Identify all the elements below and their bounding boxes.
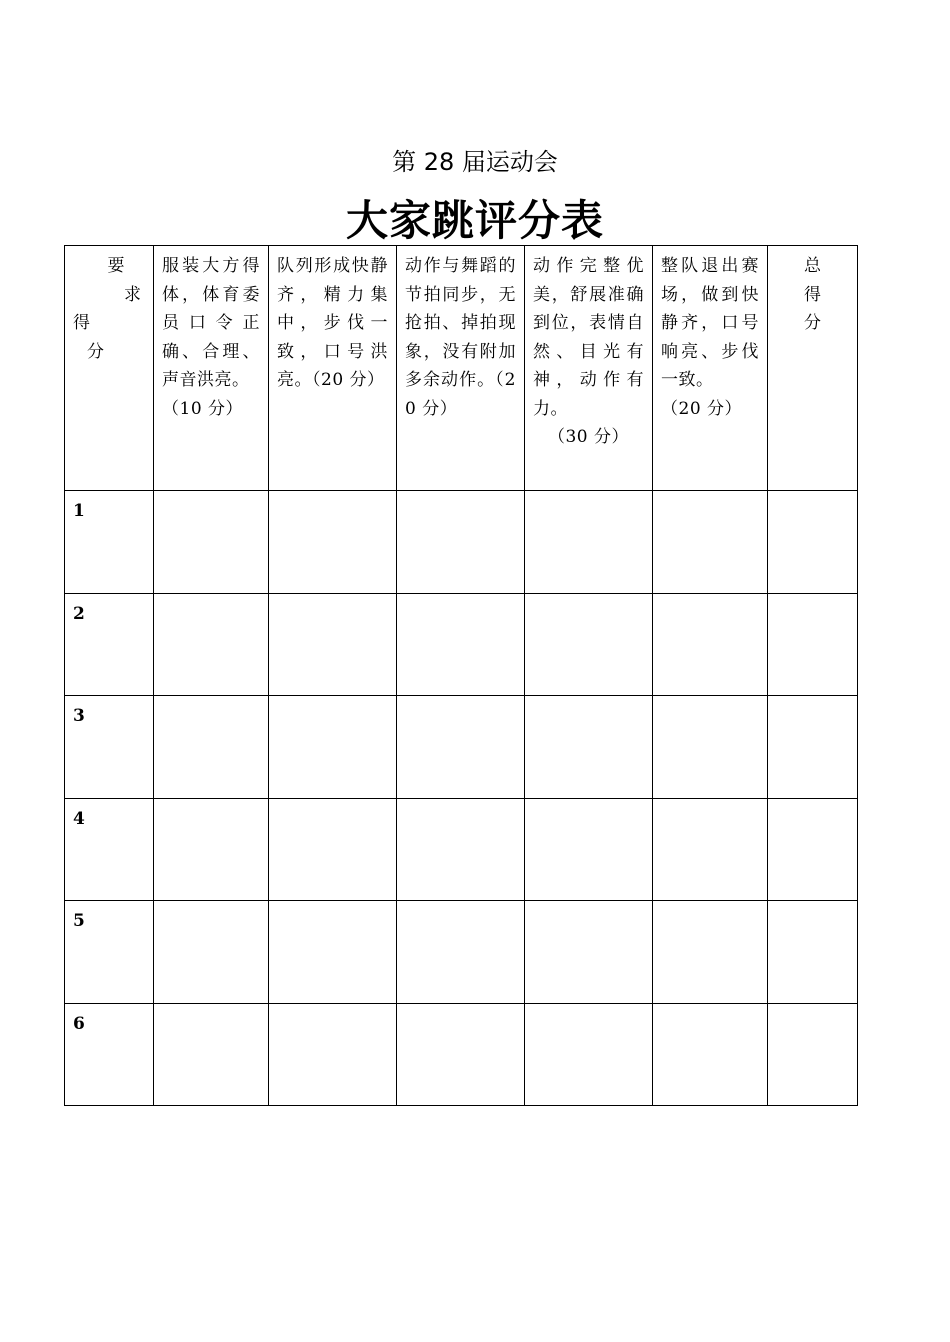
criterion-points: （10 分） — [162, 398, 244, 419]
score-cell[interactable] — [269, 593, 397, 696]
score-cell[interactable] — [269, 696, 397, 799]
row-number: 2 — [65, 593, 154, 696]
score-cell[interactable] — [525, 901, 653, 1004]
score-cell[interactable] — [269, 901, 397, 1004]
score-cell[interactable] — [653, 491, 768, 594]
criterion-cell-performance — [525, 246, 653, 491]
score-cell[interactable] — [397, 901, 525, 1004]
table-row — [65, 696, 858, 799]
row-number: 5 — [65, 901, 154, 1004]
corner-text: 要 — [107, 256, 125, 276]
criterion-points: （20 分） — [661, 398, 743, 419]
criterion-text: 动作完整优美，舒展准确到位，表情自然、目光有神，动作有力。 — [533, 256, 644, 419]
page-title: 大家跳评分表 — [345, 196, 604, 245]
score-cell[interactable] — [525, 798, 653, 901]
criterion-text: 服装大方得体，体育委员口令正确、合理、声音洪亮。 — [162, 256, 260, 390]
row-number: 4 — [65, 798, 154, 901]
score-cell[interactable] — [397, 696, 525, 799]
criterion-text: 整队退出赛场，做到快静齐，口号响亮、步伐一致。 — [661, 256, 759, 390]
score-cell[interactable] — [397, 1003, 525, 1106]
score-cell[interactable] — [525, 1003, 653, 1106]
score-cell[interactable] — [154, 491, 269, 594]
table-row — [65, 491, 858, 594]
score-cell[interactable] — [653, 901, 768, 1004]
criterion-text: 动作与舞蹈的节拍同步，无抢拍、掉拍现象，没有附加多余动作。（20 分） — [405, 256, 516, 419]
score-cell[interactable] — [269, 798, 397, 901]
total-cell[interactable] — [768, 901, 858, 1004]
total-cell[interactable] — [768, 593, 858, 696]
corner-text: 分 — [87, 341, 104, 362]
criterion-cell-rhythm — [397, 246, 525, 491]
score-cell[interactable] — [154, 901, 269, 1004]
total-score-header — [768, 246, 858, 491]
score-cell[interactable] — [525, 593, 653, 696]
total-text: 总 — [804, 256, 821, 276]
criterion-cell-attire — [154, 246, 269, 491]
row-number: 3 — [65, 696, 154, 799]
score-cell[interactable] — [154, 798, 269, 901]
score-cell[interactable] — [397, 491, 525, 594]
criterion-points: （30 分） — [547, 427, 630, 447]
criterion-cell-formation — [269, 246, 397, 491]
total-cell[interactable] — [768, 1003, 858, 1106]
row-number: 1 — [65, 491, 154, 594]
total-cell[interactable] — [768, 491, 858, 594]
criterion-text: 队列形成快静齐，精力集中，步伐一致，口号洪亮。（20 分） — [277, 256, 388, 390]
score-cell[interactable] — [525, 491, 653, 594]
corner-text: 得 — [73, 313, 90, 333]
score-cell[interactable] — [154, 696, 269, 799]
corner-text: 求 — [124, 284, 141, 305]
table-row — [65, 901, 858, 1004]
score-cell[interactable] — [154, 1003, 269, 1106]
total-cell[interactable] — [768, 798, 858, 901]
page-subtitle: 第 28 届运动会 — [392, 148, 558, 176]
row-number: 6 — [65, 1003, 154, 1106]
table-row — [65, 1003, 858, 1106]
score-cell[interactable] — [397, 798, 525, 901]
total-text: 分 — [804, 313, 821, 333]
score-cell[interactable] — [653, 1003, 768, 1106]
corner-header-cell — [65, 246, 154, 491]
header-row — [65, 246, 858, 491]
table-row — [65, 798, 858, 901]
score-table — [64, 245, 858, 1106]
total-text: 得 — [804, 284, 821, 305]
score-cell[interactable] — [269, 491, 397, 594]
score-cell[interactable] — [154, 593, 269, 696]
score-cell[interactable] — [525, 696, 653, 799]
table-row — [65, 593, 858, 696]
total-cell[interactable] — [768, 696, 858, 799]
score-cell[interactable] — [397, 593, 525, 696]
score-cell[interactable] — [653, 798, 768, 901]
score-cell[interactable] — [269, 1003, 397, 1106]
corner-requirement-label — [73, 252, 145, 309]
score-cell[interactable] — [653, 593, 768, 696]
score-cell[interactable] — [653, 696, 768, 799]
criterion-cell-exit — [653, 246, 768, 491]
corner-score-label — [73, 309, 145, 366]
